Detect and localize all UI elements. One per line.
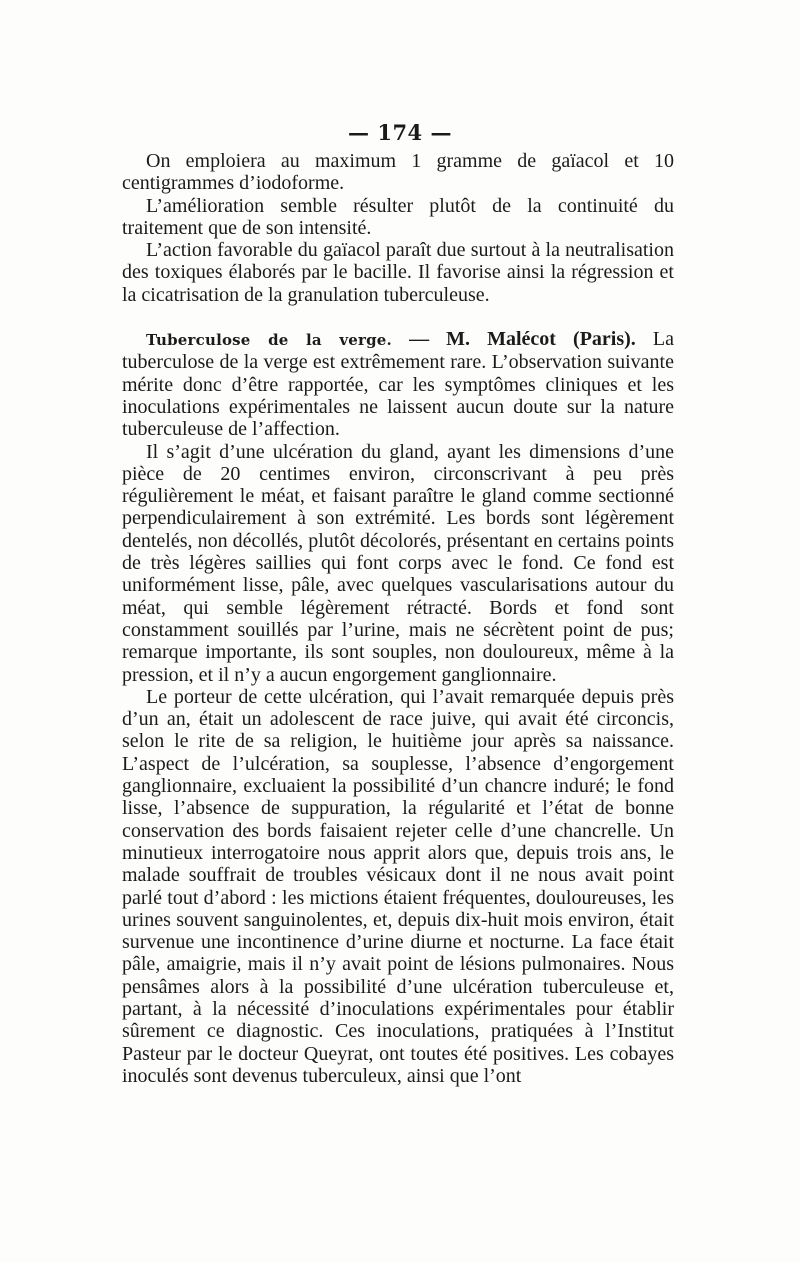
paragraph-section-intro	[122, 328, 674, 440]
paragraph-dosage: On emploiera au maximum 1 gramme de gaïacol et 10 centigrammes d’iodoforme.	[122, 150, 674, 195]
paragraph-description: Il s’agit d’une ulcération du gland, ayant les dimensions d’une pièce de 20 centimes environ, circonscrivant à peu près régulièrement le méat, et faisant paraître le gland comme sectionné perpendiculairement à son extrémité. Les bords sont légèrement dentelés, non décollés, plutôt décolorés, présentant en certains points de très légères saillies qui font corps avec le fond. Ce fond est uniformément lisse, pâle, avec quelques vascularisations autour du méat, qui semble légèrement rétracté. Bords et fond sont constamment souillés par l’urine, mais ne sécrètent point de pus; remarque importante, ils sont souples, non douloureux, même à la pression, et il n’y a aucun engorgement ganglionnaire.	[122, 440, 674, 686]
paragraph-improvement: L’amélioration semble résulter plutôt de la continuité du traitement que de son intensité.	[122, 194, 674, 239]
section-intro-text: La tuberculose de la verge est extrêmement rare. L’observation suivante mérite donc d’être rapportée, car les symptômes cliniques et les inoculations expérimentales ne laissent aucun doute sur la nature tuberculeuse de l’affection.	[122, 328, 674, 441]
paragraph-gaiacol-action: L’action favorable du gaïacol paraît due surtout à la neutralisation des toxiques élaborés par le bacille. Il favorise ainsi la régression et la cicatrisation de la granulation tuberculeuse.	[122, 239, 674, 306]
paragraph-patient-history: Le porteur de cette ulcération, qui l’avait remarquée depuis près d’un an, était un adolescent de race juive, qui avait été circoncis, selon le rite de sa religion, le huitième jour après sa naissance. L’aspect de l’ulcération, sa souplesse, l’absence d’engorgement ganglionnaire, excluaient la possibilité d’un chancre induré; le fond lisse, l’absence de suppuration, la régularité et l’état de bonne conservation des bords faisaient rejeter celle d’une chancrelle. Un minutieux interrogatoire nous apprit alors que, depuis trois ans, le malade souffrait de troubles vésicaux dont il ne nous avait point parlé tout d’abord : les mictions étaient fréquentes, douloureuses, les urines souvent sanguinolentes, et, depuis dix-huit mois environ, était survenue une incontinence d’urine diurne et nocturne. La face était pâle, amaigrie, mais il n’y avait point de lésions pulmonaires. Nous pensâmes alors à la possibilité d’une ulcération tuberculeuse et, partant, à la nécessité d’inoculations expérimentales pour établir sûrement ce diagnostic. Ces inoculations, pratiquées à l’Institut Pasteur par le docteur Queyrat, ont toutes été positives. Les cobayes inoculés sont devenus tuberculeux, ainsi que l’ont	[122, 685, 674, 1087]
section-title: Tuberculose de la verge.	[146, 331, 392, 350]
body-text	[122, 150, 674, 1087]
section-author: — M. Malécot (Paris).	[409, 328, 636, 351]
page-number: — 174 —	[348, 120, 452, 145]
